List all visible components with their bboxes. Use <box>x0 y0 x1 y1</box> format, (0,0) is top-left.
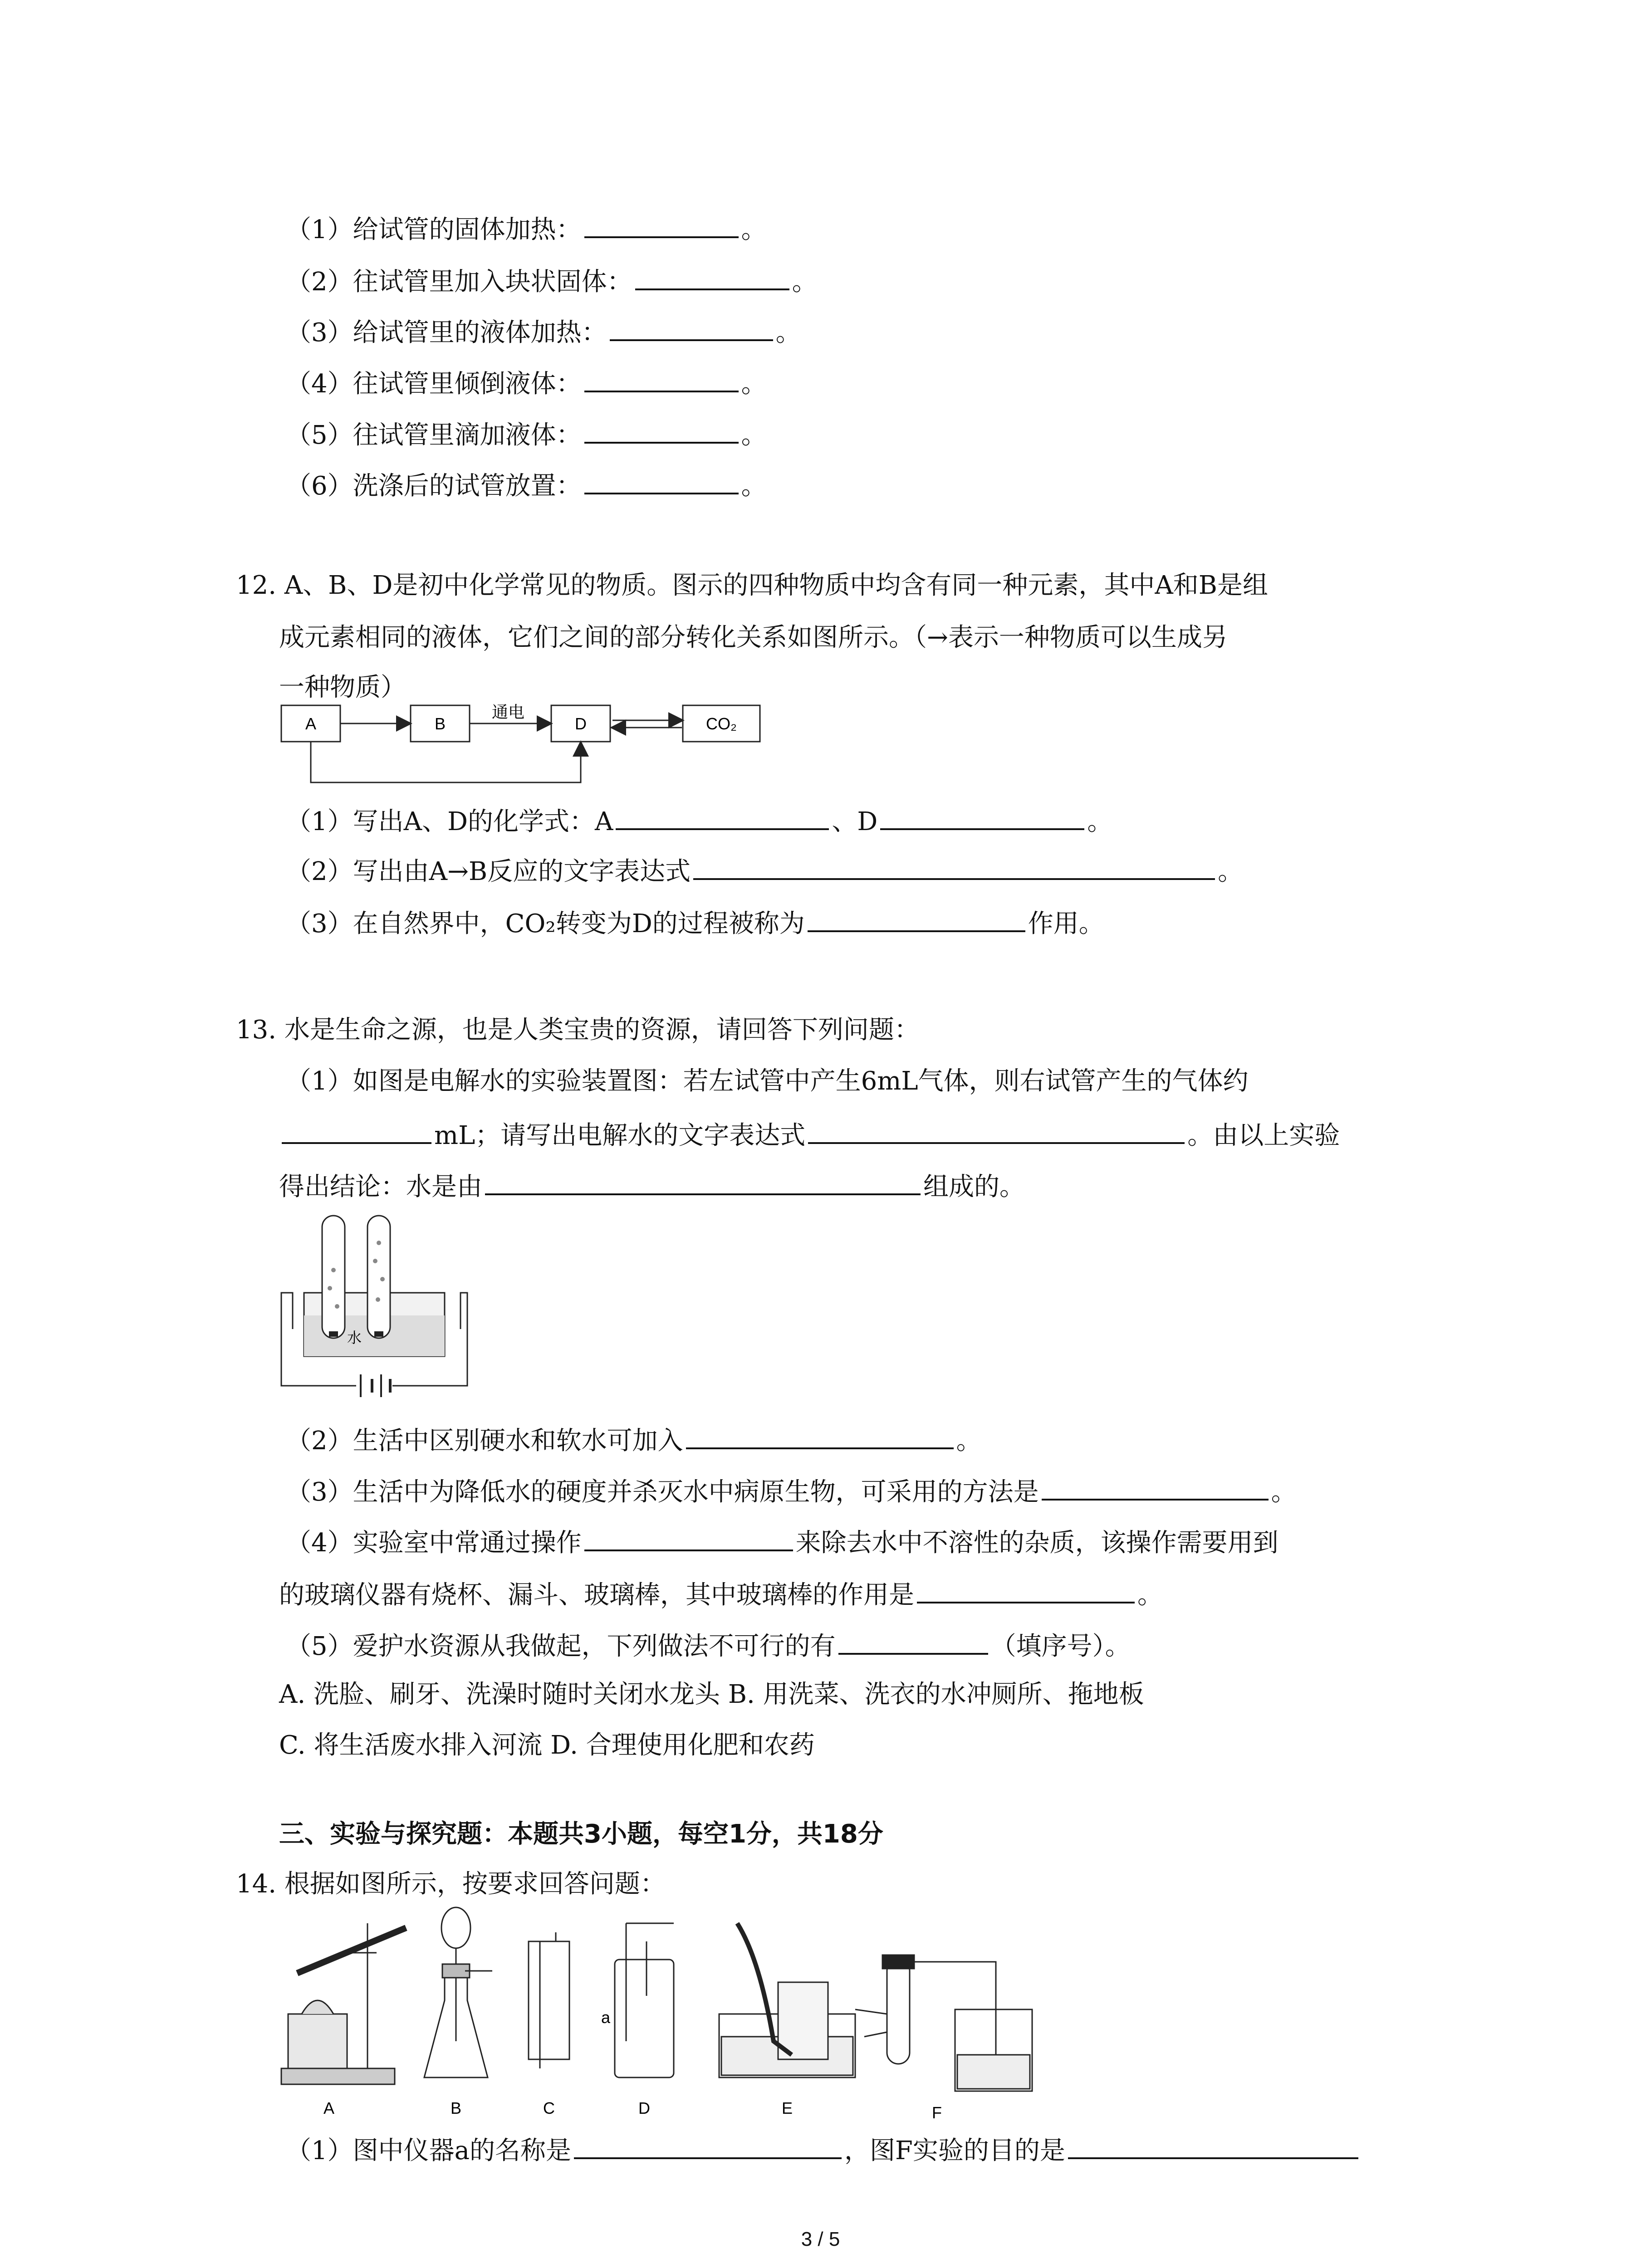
q13-s5: （5）爱护水资源从我做起，下列做法不可行的有 （填序号）。 <box>286 1628 1131 1663</box>
electrolysis-figure <box>279 1202 474 1406</box>
arrow-label-electrolysis: 通电 <box>491 703 525 721</box>
apparatus-e <box>719 1923 855 2077</box>
label-c: C <box>543 2099 555 2117</box>
q13-option-ab: A. 洗脸、刷牙、洗澡时随时关闭水龙头 B. 用洗菜、洗衣的水冲厕所、拖地板 <box>279 1680 1144 1709</box>
q12-sub-1: （1）写出A、D的化学式：A 、D 。 <box>286 803 1112 838</box>
apparatus-b <box>424 1907 492 2077</box>
q11-item-1: （1）给试管的固体加热： 。 <box>286 211 767 246</box>
q11-item-6: （6）洗涤后的试管放置： 。 <box>286 467 767 503</box>
q12-line-3: 一种物质） <box>279 673 406 702</box>
q11-item-4: （4）往试管里倾倒液体： 。 <box>286 365 767 401</box>
apparatus-f <box>855 1955 1032 2091</box>
q13-s2: （2）生活中区别硬水和软水可加入 。 <box>286 1422 982 1457</box>
q12-line-2: 成元素相同的液体，它们之间的部分转化关系如图所示。（→表示一种物质可以生成另 <box>279 623 1228 652</box>
q12-diagram <box>279 703 778 803</box>
q11-item-2: （2）往试管里加入块状固体： 。 <box>286 263 818 298</box>
q13-s4-line-2: 的玻璃仪器有烧杯、漏斗、玻璃棒，其中玻璃棒的作用是 。 <box>279 1576 1163 1612</box>
q12-sub-2: （2）写出由A→B反应的文字表达式 。 <box>286 853 1243 888</box>
label-b: B <box>450 2099 462 2117</box>
q12-line-1: 12. A、B、D是初中化学常见的物质。图示的四种物质中均含有同一种元素，其中A和B是组 <box>236 571 1268 600</box>
box-d-label: D <box>575 714 587 733</box>
q14-apparatus-figure <box>279 1905 1050 2132</box>
section-3-title: 三、实验与探究题：本题共3小题，每空1分，共18分 <box>279 1819 883 1849</box>
box-co2-label: CO₂ <box>706 714 737 733</box>
arrow-a-d <box>311 742 581 782</box>
q12-sub-3: （3）在自然界中，CO₂转变为D的过程被称为 作用。 <box>286 905 1104 940</box>
page-number: 3 / 5 <box>801 2228 840 2250</box>
q13-s4-line-1: （4）实验室中常通过操作 来除去水中不溶性的杂质，该操作需要用到 <box>286 1524 1279 1559</box>
label-a: A <box>323 2099 335 2117</box>
label-f: F <box>932 2103 942 2122</box>
box-b-label: B <box>434 714 446 733</box>
q11-item-3: （3）给试管里的液体加热： 。 <box>286 314 801 349</box>
label-apparatus-a: a <box>601 2008 611 2027</box>
label-e: E <box>781 2099 793 2117</box>
water-label: 水 <box>347 1329 362 1346</box>
q14-head: 14. 根据如图所示，按要求回答问题： <box>236 1869 666 1899</box>
q13-s3: （3）生活中为降低水的硬度并杀灭水中病原生物，可采用的方法是 。 <box>286 1473 1297 1509</box>
q14-s1: （1）图中仪器a的名称是 ，图F实验的目的是 <box>286 2132 1361 2167</box>
apparatus-d <box>615 1923 674 2077</box>
q13-option-cd: C. 将生活废水排入河流 D. 合理使用化肥和农药 <box>279 1730 815 1760</box>
box-a-label: A <box>305 714 317 733</box>
apparatus-c <box>529 1932 569 2068</box>
q13-head: 13. 水是生命之源，也是人类宝贵的资源，请回答下列问题： <box>236 1015 920 1045</box>
q11-item-5: （5）往试管里滴加液体： 。 <box>286 416 767 452</box>
q13-s1-line-1: （1）如图是电解水的实验装置图：若左试管中产生6mL气体，则右试管产生的气体约 <box>286 1066 1249 1096</box>
label-d: D <box>638 2099 650 2117</box>
q13-s1-line-2: mL；请写出电解水的文字表达式 。由以上实验 <box>279 1117 1340 1152</box>
q13-s1-line-3: 得出结论：水是由 组成的。 <box>279 1168 1025 1203</box>
apparatus-a <box>281 1923 406 2084</box>
